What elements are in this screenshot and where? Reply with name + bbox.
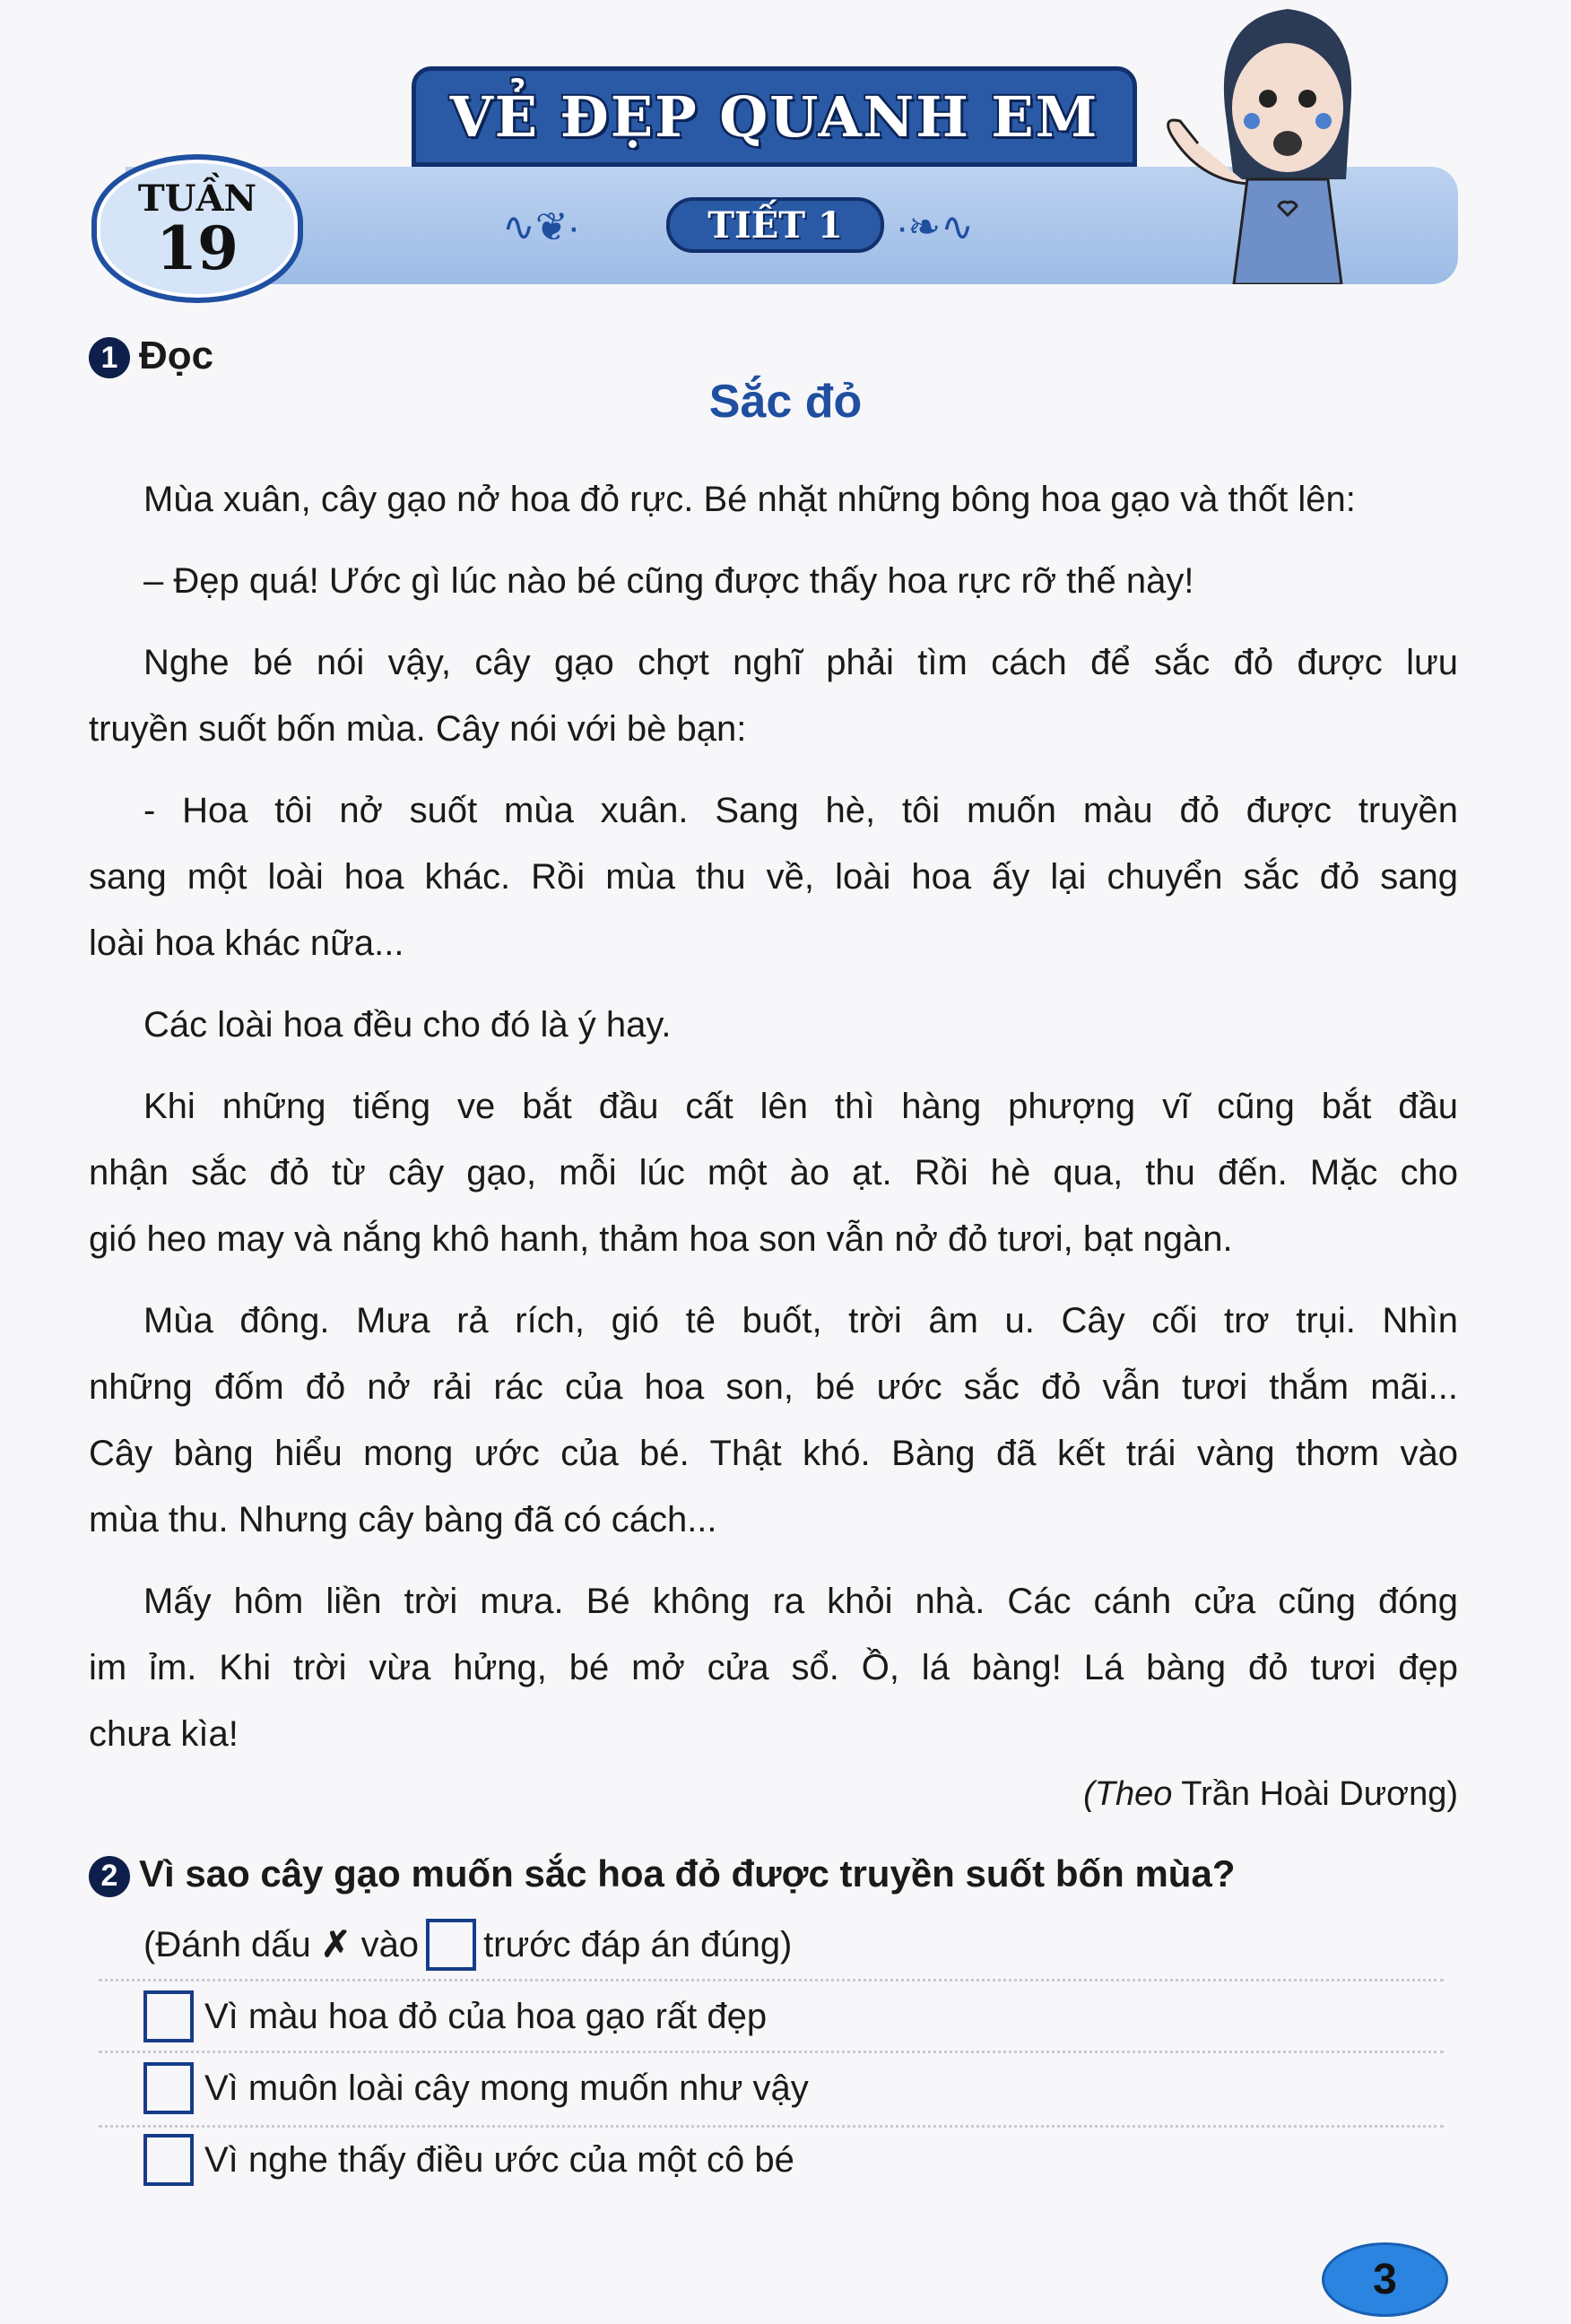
x-mark-icon: ✗ (320, 1925, 352, 1964)
question-text: Vì sao cây gạo muốn sắc hoa đỏ được truyền suốt bốn mùa? (139, 1852, 1236, 1895)
story-line: Các loài hoa đều cho đó là ý hay. (143, 1005, 672, 1045)
instruction-text: trước đáp án đúng) (483, 1924, 793, 1964)
answer-option[interactable] (143, 1990, 767, 2042)
option-label: Vì màu hoa đỏ của hoa gạo rất đẹp (204, 1996, 768, 2036)
story-paragraph (89, 1568, 1458, 1767)
story-paragraph (89, 466, 1458, 533)
story-line: Mấy hôm liền trời mưa. Bé không ra khỏi nhà. Các cánh cửa cũng đóng (143, 1582, 1458, 1621)
source-prefix: (Theo (1083, 1775, 1173, 1813)
question-instruction (143, 1919, 792, 1971)
story-paragraph (89, 1288, 1458, 1553)
page-number: 3 (1322, 2242, 1448, 2317)
story-line: chưa kìa! (89, 1714, 239, 1754)
story-line: sang một loài hoa khác. Rồi mùa thu về, loài hoa ấy lại chuyển sắc đỏ sang (89, 857, 1458, 897)
source-author: Trần Hoài Dương) (1181, 1775, 1458, 1813)
lesson-pill (666, 197, 884, 253)
story-line: Khi những tiếng ve bắt đầu cất lên thì hàng phượng vĩ cũng bắt đầu (143, 1087, 1458, 1126)
question-number: 2 (89, 1856, 130, 1897)
dotted-divider (99, 2051, 1444, 2053)
unit-title-banner (412, 66, 1137, 167)
section-1-heading (89, 334, 213, 378)
story-paragraph (89, 992, 1458, 1058)
story-paragraph (89, 1073, 1458, 1272)
section-number: 1 (89, 337, 130, 378)
week-label: TUẦN (137, 178, 257, 220)
story-title: Sắc đỏ (708, 376, 863, 428)
question-2 (89, 1852, 1235, 1897)
story-line: Mùa xuân, cây gạo nở hoa đỏ rực. Bé nhặt những bông hoa gạo và thốt lên: (143, 480, 1356, 519)
instruction-text: vào (360, 1924, 420, 1964)
dotted-divider (99, 1979, 1444, 1981)
story-line: những đốm đỏ nở rải rác của hoa son, bé ước sắc đỏ vẫn tươi thắm mãi... (89, 1367, 1458, 1407)
flourish-left-icon: ∿❦∙ (502, 205, 579, 249)
story-line: mùa thu. Nhưng cây bàng đã có cách... (89, 1500, 717, 1539)
girl-illustration (1162, 0, 1406, 284)
story-line: im ỉm. Khi trời vừa hửng, bé mở cửa sổ. Ồ, lá bàng! Lá bàng đỏ tươi đẹp (89, 1648, 1458, 1687)
answer-option[interactable] (143, 2134, 794, 2186)
story-line: - Hoa tôi nở suốt mùa xuân. Sang hè, tôi muốn màu đỏ được truyền (143, 791, 1458, 830)
story-paragraph (89, 629, 1458, 762)
instruction-text: (Đánh dấu (143, 1924, 311, 1964)
story-paragraph (89, 777, 1458, 976)
option-label: Vì nghe thấy điều ước của một cô bé (204, 2139, 794, 2180)
story-line: Mùa đông. Mưa rả rích, gió tê buốt, trời âm u. Cây cối trơ trụi. Nhìn (143, 1301, 1458, 1340)
story-source (1083, 1775, 1458, 1814)
story-line: loài hoa khác nữa... (89, 924, 404, 963)
answer-checkbox[interactable] (143, 2134, 194, 2186)
story-line: Cây bàng hiểu mong ước của bé. Thật khó. Bàng đã kết trái vàng thơm vào (89, 1434, 1458, 1473)
story-line: – Đẹp quá! Ước gì lúc nào bé cũng được thấy hoa rực rỡ thế này! (143, 561, 1194, 601)
story-line: nhận sắc đỏ từ cây gạo, mỗi lúc một ào ạt. Rồi hè qua, thu đến. Mặc cho (89, 1153, 1458, 1192)
story-line: truyền suốt bốn mùa. Cây nói với bè bạn: (89, 709, 747, 749)
option-label: Vì muôn loài cây mong muốn như vậy (204, 2068, 809, 2108)
answer-checkbox[interactable] (143, 1990, 194, 2042)
week-badge (91, 154, 303, 303)
checkbox-sample-icon (426, 1919, 476, 1971)
story-text (89, 466, 1458, 1767)
dotted-divider (99, 2125, 1444, 2128)
story-line: Nghe bé nói vậy, cây gạo chợt nghĩ phải tìm cách để sắc đỏ được lưu (143, 643, 1458, 682)
answer-checkbox[interactable] (143, 2062, 194, 2114)
story-line: gió heo may và nắng khô hanh, thảm hoa son vẫn nở đỏ tươi, bạt ngàn. (89, 1219, 1233, 1259)
story-paragraph (89, 548, 1458, 614)
section-label: Đọc (139, 334, 214, 377)
unit-title: VẺ ĐẸP QUANH EM (449, 83, 1099, 150)
flourish-right-icon: ∙❧∿ (897, 205, 974, 249)
answer-option[interactable] (143, 2062, 809, 2114)
lesson-label: TIẾT 1 (707, 204, 843, 247)
week-number: 19 (156, 213, 239, 283)
